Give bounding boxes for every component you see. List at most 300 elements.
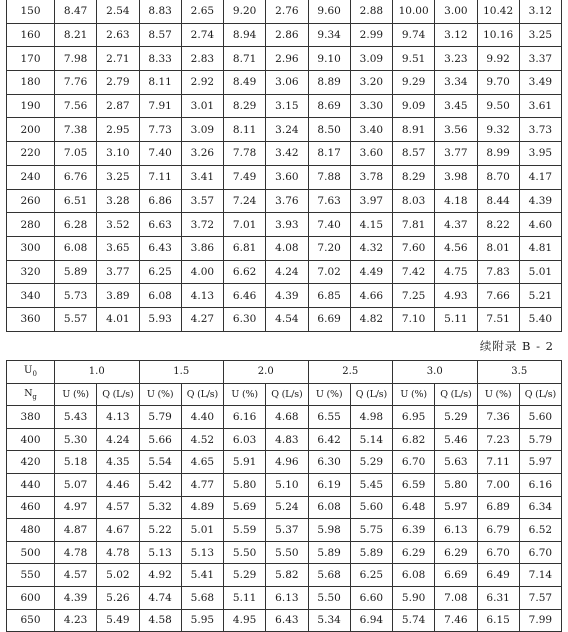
q-flow-cell: 3.60	[350, 142, 392, 166]
q-flow-cell: 5.01	[181, 519, 223, 542]
u-percent-cell: 5.32	[139, 496, 181, 519]
table-row	[7, 165, 562, 189]
q-flow-cell: 3.20	[350, 71, 392, 95]
q-flow-cell: 3.77	[97, 260, 139, 284]
q-flow-cell: 5.60	[519, 406, 561, 429]
col-q-header: Q (L/s)	[266, 383, 308, 406]
u-percent-cell: 9.09	[393, 94, 435, 118]
u-percent-cell: 9.70	[477, 71, 519, 95]
u-percent-cell: 5.11	[224, 586, 266, 609]
q-flow-cell: 4.37	[435, 213, 477, 237]
u-percent-cell: 6.95	[393, 406, 435, 429]
q-flow-cell: 4.35	[97, 451, 139, 474]
q-flow-cell: 3.56	[435, 118, 477, 142]
q-flow-cell: 5.26	[97, 586, 139, 609]
u-percent-cell: 8.49	[224, 71, 266, 95]
table-row	[7, 236, 562, 260]
q-flow-cell: 7.57	[519, 586, 561, 609]
u-percent-cell: 8.29	[224, 94, 266, 118]
u-percent-cell: 7.24	[224, 189, 266, 213]
ng-cell: 320	[7, 260, 55, 284]
u-percent-cell: 9.51	[393, 47, 435, 71]
ng-cell: 650	[7, 609, 55, 632]
table-row	[7, 564, 562, 587]
col-u-header: U (%)	[139, 383, 181, 406]
u-percent-cell: 8.57	[139, 23, 181, 47]
ng-cell: 170	[7, 47, 55, 71]
u-percent-cell: 4.87	[55, 519, 97, 542]
u-percent-cell: 8.71	[224, 47, 266, 71]
q-flow-cell: 2.65	[181, 0, 223, 23]
q-flow-cell: 4.52	[181, 428, 223, 451]
q-flow-cell: 4.65	[181, 451, 223, 474]
table-row	[7, 142, 562, 166]
ng-cell: 360	[7, 307, 55, 331]
q-flow-cell: 5.68	[181, 586, 223, 609]
q-flow-cell: 4.66	[350, 284, 392, 308]
ng-label: $N_g$	[7, 383, 55, 406]
q-flow-cell: 2.74	[181, 23, 223, 47]
q-flow-cell: 3.78	[350, 165, 392, 189]
q-flow-cell: 4.46	[97, 473, 139, 496]
q-flow-cell: 6.70	[519, 541, 561, 564]
u-percent-cell: 6.03	[224, 428, 266, 451]
q-flow-cell: 4.39	[266, 284, 308, 308]
u-percent-cell: 6.15	[477, 609, 519, 632]
u-percent-cell: 9.34	[308, 23, 350, 47]
q-flow-cell: 4.82	[350, 307, 392, 331]
ng-cell: 300	[7, 236, 55, 260]
u-percent-cell: 7.88	[308, 165, 350, 189]
u-percent-cell: 10.42	[477, 0, 519, 23]
u-percent-cell: 6.16	[224, 406, 266, 429]
q-flow-cell: 7.14	[519, 564, 561, 587]
q-flow-cell: 3.26	[181, 142, 223, 166]
table-row	[7, 71, 562, 95]
u-percent-cell: 7.60	[393, 236, 435, 260]
q-flow-cell: 4.54	[266, 307, 308, 331]
q-flow-cell: 5.89	[350, 541, 392, 564]
table-row	[7, 189, 562, 213]
u-percent-cell: 7.40	[139, 142, 181, 166]
q-flow-cell: 5.80	[435, 473, 477, 496]
q-flow-cell: 3.12	[519, 0, 561, 23]
u-percent-cell: 6.51	[55, 189, 97, 213]
u-percent-cell: 7.01	[224, 213, 266, 237]
q-flow-cell: 3.37	[519, 47, 561, 71]
u-percent-cell: 7.11	[477, 451, 519, 474]
q-flow-cell: 3.24	[266, 118, 308, 142]
q-flow-cell: 4.39	[519, 189, 561, 213]
u-percent-cell: 5.13	[139, 541, 181, 564]
u-percent-cell: 8.01	[477, 236, 519, 260]
table-row	[7, 260, 562, 284]
u-percent-cell: 8.44	[477, 189, 519, 213]
table-top-body	[7, 0, 562, 331]
u-percent-cell: 8.33	[139, 47, 181, 71]
u-percent-cell: 4.57	[55, 564, 97, 587]
u-percent-cell: 7.25	[393, 284, 435, 308]
q-flow-cell: 5.02	[97, 564, 139, 587]
q-flow-cell: 3.97	[350, 189, 392, 213]
ng-cell: 380	[7, 406, 55, 429]
q-flow-cell: 5.95	[181, 609, 223, 632]
u0-value: 2.0	[224, 361, 309, 384]
u-percent-cell: 9.32	[477, 118, 519, 142]
u-percent-cell: 6.70	[393, 451, 435, 474]
u-percent-cell: 5.89	[55, 260, 97, 284]
u0-value: 1.0	[55, 361, 140, 384]
ng-cell: 440	[7, 473, 55, 496]
u-percent-cell: 5.22	[139, 519, 181, 542]
table-row	[7, 428, 562, 451]
table-row	[7, 406, 562, 429]
table-row	[7, 473, 562, 496]
q-flow-cell: 7.46	[435, 609, 477, 632]
q-flow-cell: 3.98	[435, 165, 477, 189]
q-flow-cell: 5.11	[435, 307, 477, 331]
col-q-header: Q (L/s)	[97, 383, 139, 406]
u-percent-cell: 5.66	[139, 428, 181, 451]
q-flow-cell: 4.01	[97, 307, 139, 331]
q-flow-cell: 5.79	[519, 428, 561, 451]
u-percent-cell: 8.29	[393, 165, 435, 189]
u-percent-cell: 7.81	[393, 213, 435, 237]
u-percent-cell: 7.66	[477, 284, 519, 308]
u-percent-cell: 5.79	[139, 406, 181, 429]
u-percent-cell: 7.05	[55, 142, 97, 166]
q-flow-cell: 6.60	[350, 586, 392, 609]
q-flow-cell: 6.13	[435, 519, 477, 542]
u-percent-cell: 8.70	[477, 165, 519, 189]
u0-value: 2.5	[308, 361, 393, 384]
u-percent-cell: 8.17	[308, 142, 350, 166]
q-flow-cell: 4.57	[97, 496, 139, 519]
header-row-u0	[7, 361, 562, 384]
u-percent-cell: 6.31	[477, 586, 519, 609]
u-percent-cell: 6.70	[477, 541, 519, 564]
q-flow-cell: 3.72	[181, 213, 223, 237]
q-flow-cell: 3.30	[350, 94, 392, 118]
u-percent-cell: 7.98	[55, 47, 97, 71]
table-caption: 续附录 B - 2	[479, 339, 554, 353]
table-row	[7, 541, 562, 564]
q-flow-cell: 3.06	[266, 71, 308, 95]
u-percent-cell: 6.08	[55, 236, 97, 260]
u-percent-cell: 8.47	[55, 0, 97, 23]
q-flow-cell: 4.24	[97, 428, 139, 451]
u-percent-cell: 7.00	[477, 473, 519, 496]
q-flow-cell: 5.29	[350, 451, 392, 474]
u-percent-cell: 8.89	[308, 71, 350, 95]
col-q-header: Q (L/s)	[181, 383, 223, 406]
u-percent-cell: 6.82	[393, 428, 435, 451]
u-percent-cell: 5.93	[139, 307, 181, 331]
u-percent-cell: 6.48	[393, 496, 435, 519]
q-flow-cell: 2.83	[181, 47, 223, 71]
q-flow-cell: 6.94	[350, 609, 392, 632]
u-percent-cell: 8.22	[477, 213, 519, 237]
q-flow-cell: 5.82	[266, 564, 308, 587]
u0-value: 3.5	[477, 361, 562, 384]
u0-label: $U_0$	[7, 361, 55, 384]
u-percent-cell: 5.29	[224, 564, 266, 587]
u-percent-cell: 9.10	[308, 47, 350, 71]
q-flow-cell: 4.18	[435, 189, 477, 213]
ng-cell: 600	[7, 586, 55, 609]
table-row	[7, 284, 562, 308]
q-flow-cell: 3.86	[181, 236, 223, 260]
ng-cell: 280	[7, 213, 55, 237]
u0-value: 3.0	[393, 361, 478, 384]
u-percent-cell: 5.57	[55, 307, 97, 331]
u-percent-cell: 7.11	[139, 165, 181, 189]
q-flow-cell: 3.73	[519, 118, 561, 142]
u-percent-cell: 8.11	[224, 118, 266, 142]
q-flow-cell: 4.68	[266, 406, 308, 429]
u-percent-cell: 9.20	[224, 0, 266, 23]
u-percent-cell: 7.20	[308, 236, 350, 260]
ng-cell: 260	[7, 189, 55, 213]
q-flow-cell: 4.75	[435, 260, 477, 284]
q-flow-cell: 2.95	[97, 118, 139, 142]
u-percent-cell: 8.83	[139, 0, 181, 23]
header-row-units	[7, 383, 562, 406]
table-row	[7, 23, 562, 47]
u-percent-cell: 9.50	[477, 94, 519, 118]
u-percent-cell: 7.51	[477, 307, 519, 331]
q-flow-cell: 4.83	[266, 428, 308, 451]
q-flow-cell: 4.27	[181, 307, 223, 331]
u-percent-cell: 4.74	[139, 586, 181, 609]
q-flow-cell: 4.00	[181, 260, 223, 284]
ng-cell: 180	[7, 71, 55, 95]
data-table-top	[6, 0, 562, 332]
u-percent-cell: 5.54	[139, 451, 181, 474]
col-u-header: U (%)	[55, 383, 97, 406]
u-percent-cell: 6.25	[139, 260, 181, 284]
u-percent-cell: 6.55	[308, 406, 350, 429]
table-row	[7, 609, 562, 632]
q-flow-cell: 2.96	[266, 47, 308, 71]
q-flow-cell: 2.88	[350, 0, 392, 23]
q-flow-cell: 3.28	[97, 189, 139, 213]
q-flow-cell: 3.61	[519, 94, 561, 118]
u-percent-cell: 5.30	[55, 428, 97, 451]
u-percent-cell: 7.40	[308, 213, 350, 237]
u-percent-cell: 7.49	[224, 165, 266, 189]
q-flow-cell: 7.99	[519, 609, 561, 632]
q-flow-cell: 3.77	[435, 142, 477, 166]
u-percent-cell: 6.08	[308, 496, 350, 519]
q-flow-cell: 2.99	[350, 23, 392, 47]
u-percent-cell: 6.39	[393, 519, 435, 542]
table-row	[7, 213, 562, 237]
col-q-header: Q (L/s)	[435, 383, 477, 406]
q-flow-cell: 4.67	[97, 519, 139, 542]
u-percent-cell: 7.83	[477, 260, 519, 284]
q-flow-cell: 4.08	[266, 236, 308, 260]
q-flow-cell: 4.13	[181, 284, 223, 308]
u-percent-cell: 6.30	[224, 307, 266, 331]
q-flow-cell: 4.81	[519, 236, 561, 260]
q-flow-cell: 3.42	[266, 142, 308, 166]
ng-cell: 550	[7, 564, 55, 587]
u-percent-cell: 4.97	[55, 496, 97, 519]
u-percent-cell: 8.03	[393, 189, 435, 213]
col-u-header: U (%)	[477, 383, 519, 406]
u-percent-cell: 5.18	[55, 451, 97, 474]
u-percent-cell: 8.91	[393, 118, 435, 142]
u-percent-cell: 7.78	[224, 142, 266, 166]
q-flow-cell: 2.86	[266, 23, 308, 47]
u-percent-cell: 5.91	[224, 451, 266, 474]
col-q-header: Q (L/s)	[350, 383, 392, 406]
q-flow-cell: 6.29	[435, 541, 477, 564]
u-percent-cell: 6.19	[308, 473, 350, 496]
u-percent-cell: 5.07	[55, 473, 97, 496]
ng-cell: 340	[7, 284, 55, 308]
ng-cell: 200	[7, 118, 55, 142]
q-flow-cell: 4.32	[350, 236, 392, 260]
q-flow-cell: 3.15	[266, 94, 308, 118]
q-flow-cell: 5.49	[97, 609, 139, 632]
u-percent-cell: 6.85	[308, 284, 350, 308]
q-flow-cell: 4.56	[435, 236, 477, 260]
ng-cell: 190	[7, 94, 55, 118]
u-percent-cell: 5.69	[224, 496, 266, 519]
u-percent-cell: 7.38	[55, 118, 97, 142]
u-percent-cell: 6.28	[55, 213, 97, 237]
u-percent-cell: 6.62	[224, 260, 266, 284]
q-flow-cell: 5.37	[266, 519, 308, 542]
q-flow-cell: 4.40	[181, 406, 223, 429]
q-flow-cell: 3.52	[97, 213, 139, 237]
u-percent-cell: 6.86	[139, 189, 181, 213]
ng-cell: 160	[7, 23, 55, 47]
q-flow-cell: 3.00	[435, 0, 477, 23]
u-percent-cell: 6.08	[393, 564, 435, 587]
q-flow-cell: 3.41	[181, 165, 223, 189]
q-flow-cell: 6.34	[519, 496, 561, 519]
u-percent-cell: 5.89	[308, 541, 350, 564]
q-flow-cell: 5.13	[181, 541, 223, 564]
q-flow-cell: 3.93	[266, 213, 308, 237]
table-row	[7, 451, 562, 474]
u-percent-cell: 9.74	[393, 23, 435, 47]
q-flow-cell: 5.97	[519, 451, 561, 474]
u-percent-cell: 5.50	[308, 586, 350, 609]
q-flow-cell: 3.23	[435, 47, 477, 71]
u-percent-cell: 8.50	[308, 118, 350, 142]
u-percent-cell: 4.92	[139, 564, 181, 587]
u-percent-cell: 7.42	[393, 260, 435, 284]
col-u-header: U (%)	[224, 383, 266, 406]
q-flow-cell: 5.40	[519, 307, 561, 331]
q-flow-cell: 3.40	[350, 118, 392, 142]
q-flow-cell: 2.79	[97, 71, 139, 95]
q-flow-cell: 4.24	[266, 260, 308, 284]
table-row	[7, 307, 562, 331]
q-flow-cell: 2.92	[181, 71, 223, 95]
u-percent-cell: 7.63	[308, 189, 350, 213]
q-flow-cell: 5.01	[519, 260, 561, 284]
q-flow-cell: 4.49	[350, 260, 392, 284]
q-flow-cell: 3.09	[181, 118, 223, 142]
q-flow-cell: 3.01	[181, 94, 223, 118]
u-percent-cell: 9.92	[477, 47, 519, 71]
ng-cell: 480	[7, 519, 55, 542]
q-flow-cell: 4.60	[519, 213, 561, 237]
q-flow-cell: 3.76	[266, 189, 308, 213]
q-flow-cell: 3.49	[519, 71, 561, 95]
table-row	[7, 118, 562, 142]
u-percent-cell: 5.98	[308, 519, 350, 542]
q-flow-cell: 7.08	[435, 586, 477, 609]
table-row	[7, 519, 562, 542]
q-flow-cell: 5.46	[435, 428, 477, 451]
q-flow-cell: 5.97	[435, 496, 477, 519]
q-flow-cell: 5.24	[266, 496, 308, 519]
u-percent-cell: 6.43	[139, 236, 181, 260]
q-flow-cell: 5.75	[350, 519, 392, 542]
table-row	[7, 94, 562, 118]
u-percent-cell: 6.42	[308, 428, 350, 451]
q-flow-cell: 5.14	[350, 428, 392, 451]
u-percent-cell: 4.23	[55, 609, 97, 632]
u-percent-cell: 5.90	[393, 586, 435, 609]
q-flow-cell: 3.89	[97, 284, 139, 308]
table-row	[7, 586, 562, 609]
u-percent-cell: 7.23	[477, 428, 519, 451]
u-percent-cell: 6.69	[308, 307, 350, 331]
ng-cell: 400	[7, 428, 55, 451]
q-flow-cell: 3.57	[181, 189, 223, 213]
q-flow-cell: 5.45	[350, 473, 392, 496]
u-percent-cell: 6.79	[477, 519, 519, 542]
u-percent-cell: 5.34	[308, 609, 350, 632]
q-flow-cell: 5.10	[266, 473, 308, 496]
u-percent-cell: 5.43	[55, 406, 97, 429]
u-percent-cell: 6.46	[224, 284, 266, 308]
q-flow-cell: 4.93	[435, 284, 477, 308]
ng-cell: 420	[7, 451, 55, 474]
q-flow-cell: 6.43	[266, 609, 308, 632]
q-flow-cell: 6.69	[435, 564, 477, 587]
q-flow-cell: 5.60	[350, 496, 392, 519]
u-percent-cell: 4.58	[139, 609, 181, 632]
q-flow-cell: 4.96	[266, 451, 308, 474]
q-flow-cell: 6.13	[266, 586, 308, 609]
q-flow-cell: 3.60	[266, 165, 308, 189]
q-flow-cell: 3.10	[97, 142, 139, 166]
q-flow-cell: 4.17	[519, 165, 561, 189]
u-percent-cell: 6.63	[139, 213, 181, 237]
q-flow-cell: 5.50	[266, 541, 308, 564]
u-percent-cell: 7.36	[477, 406, 519, 429]
ng-cell: 460	[7, 496, 55, 519]
q-flow-cell: 2.76	[266, 0, 308, 23]
u-percent-cell: 6.49	[477, 564, 519, 587]
u-percent-cell: 7.76	[55, 71, 97, 95]
q-flow-cell: 2.87	[97, 94, 139, 118]
q-flow-cell: 3.12	[435, 23, 477, 47]
data-table-bottom	[6, 360, 562, 632]
u-percent-cell: 4.95	[224, 609, 266, 632]
u0-value: 1.5	[139, 361, 224, 384]
u-percent-cell: 7.02	[308, 260, 350, 284]
u-percent-cell: 7.91	[139, 94, 181, 118]
